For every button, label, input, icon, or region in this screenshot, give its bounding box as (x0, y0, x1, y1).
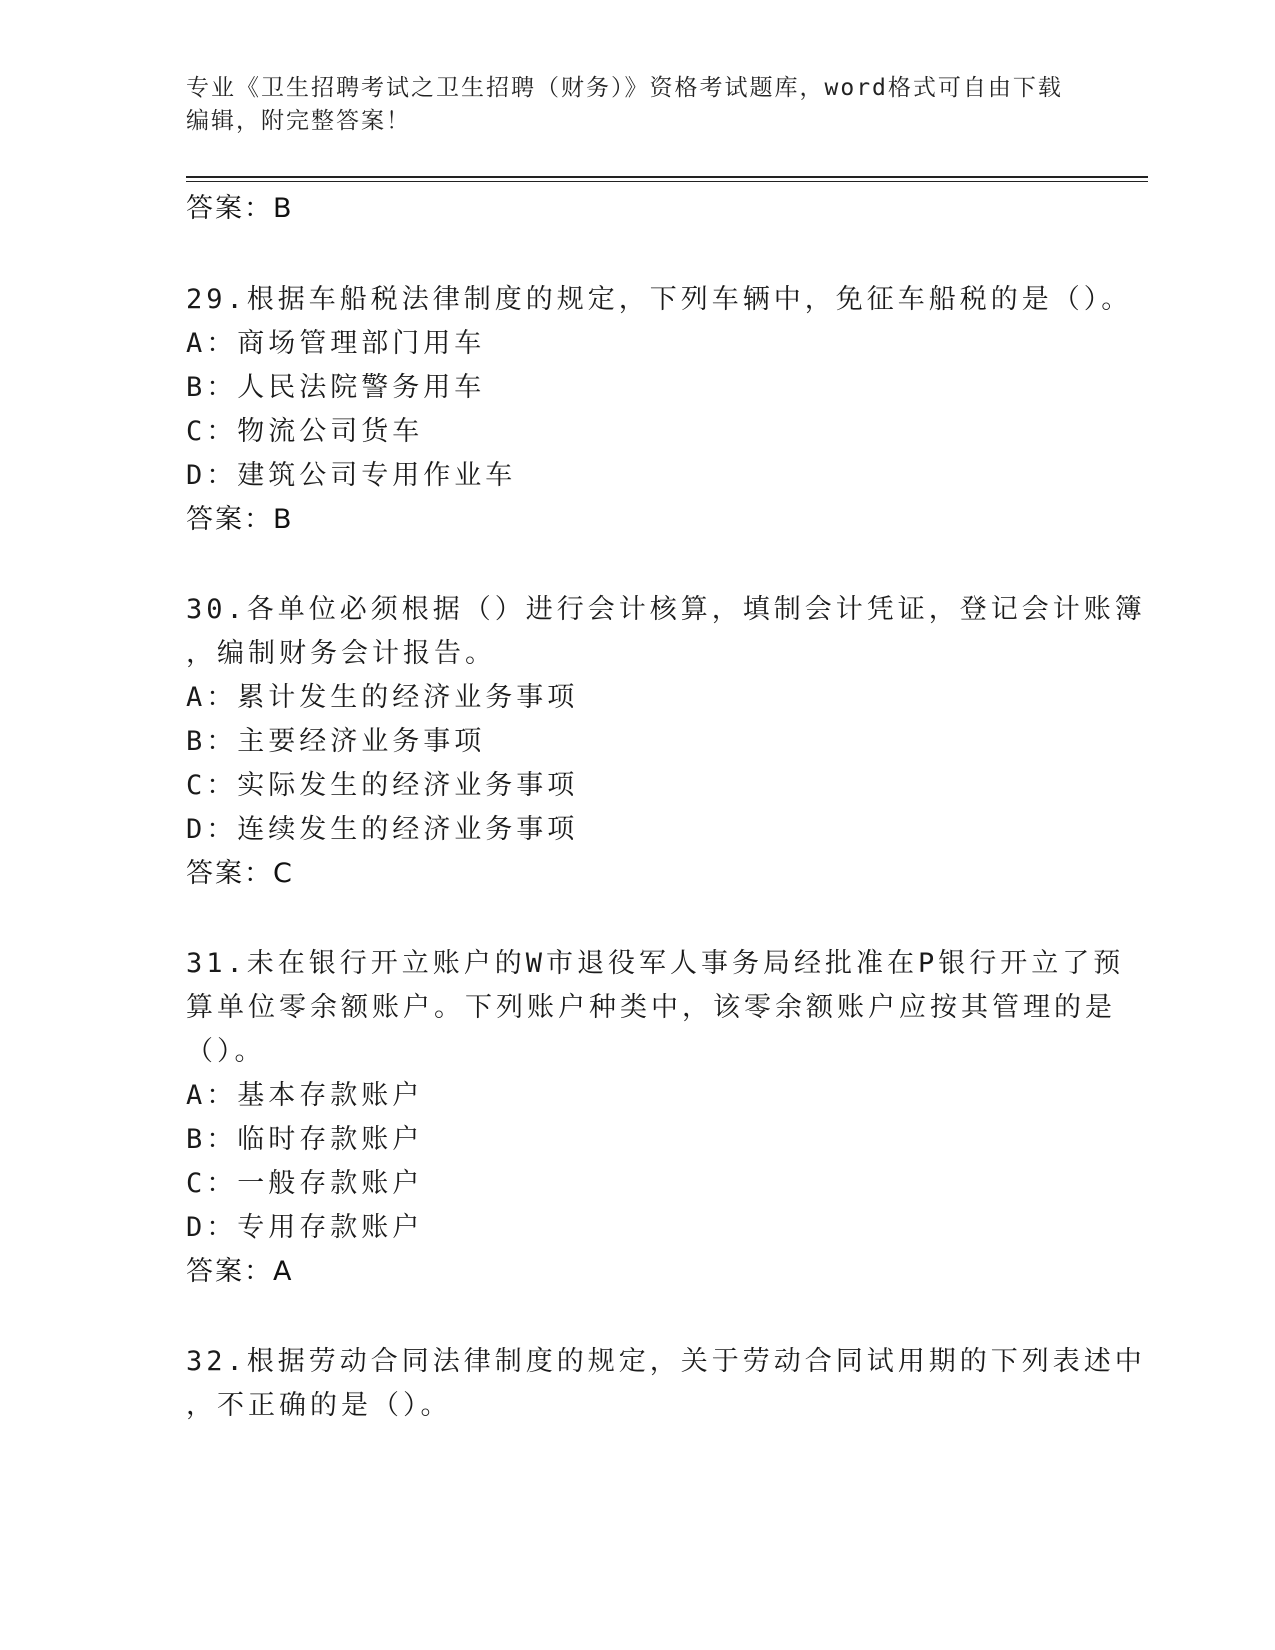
question-29-answer (186, 503, 292, 537)
question-32-text-line-1: 32.根据劳动合同法律制度的规定，关于劳动合同试用期的下列表述中 (186, 1346, 1146, 1377)
answer-value: C (273, 858, 292, 889)
answer-value: B (273, 504, 292, 535)
question-29-option-d: D：建筑公司专用作业车 (186, 460, 517, 491)
header-divider-thick (186, 176, 1148, 178)
question-30-text-line-2: ，编制财务会计报告。 (186, 638, 496, 669)
header-divider-thin (186, 181, 1148, 182)
question-30-text-line-1: 30.各单位必须根据（）进行会计核算，填制会计凭证，登记会计账簿 (186, 594, 1146, 625)
question-29-option-c: C：物流公司货车 (186, 416, 424, 447)
question-31-text-line-1: 31.未在银行开立账户的W市退役军人事务局经批准在P银行开立了预 (186, 948, 1125, 979)
question-31-option-b: B：临时存款账户 (186, 1124, 424, 1155)
question-30-option-d: D：连续发生的经济业务事项 (186, 814, 579, 845)
header-line-2: 编辑，附完整答案！ (186, 108, 411, 134)
question-30-answer (186, 857, 292, 891)
question-30-option-b: B：主要经济业务事项 (186, 726, 486, 757)
question-31-answer (186, 1255, 291, 1289)
question-29-option-a: A：商场管理部门用车 (186, 328, 486, 359)
question-31-option-c: C：一般存款账户 (186, 1168, 424, 1199)
question-30-option-a: A：累计发生的经济业务事项 (186, 682, 579, 713)
answer-prev (186, 192, 292, 226)
question-31-text-line-3: （）。 (186, 1036, 266, 1067)
question-31-text-line-2: 算单位零余额账户。下列账户种类中，该零余额账户应按其管理的是 (186, 992, 1116, 1023)
answer-value: B (273, 193, 292, 224)
question-30-option-c: C：实际发生的经济业务事项 (186, 770, 579, 801)
question-31-option-a: A：基本存款账户 (186, 1080, 424, 1111)
answer-label: 答案： (186, 1256, 273, 1287)
answer-label: 答案： (186, 193, 273, 224)
header-line-1: 专业《卫生招聘考试之卫生招聘（财务）》资格考试题库，word格式可自由下载 (186, 75, 1063, 101)
question-32-text-line-2: ，不正确的是（）。 (186, 1390, 452, 1421)
answer-label: 答案： (186, 504, 273, 535)
answer-label: 答案： (186, 858, 273, 889)
question-29-text: 29.根据车船税法律制度的规定，下列车辆中，免征车船税的是（）。 (186, 284, 1133, 315)
document-header (186, 72, 1086, 138)
question-29-option-b: B：人民法院警务用车 (186, 372, 486, 403)
answer-value: A (273, 1256, 292, 1287)
question-31-option-d: D：专用存款账户 (186, 1212, 424, 1243)
